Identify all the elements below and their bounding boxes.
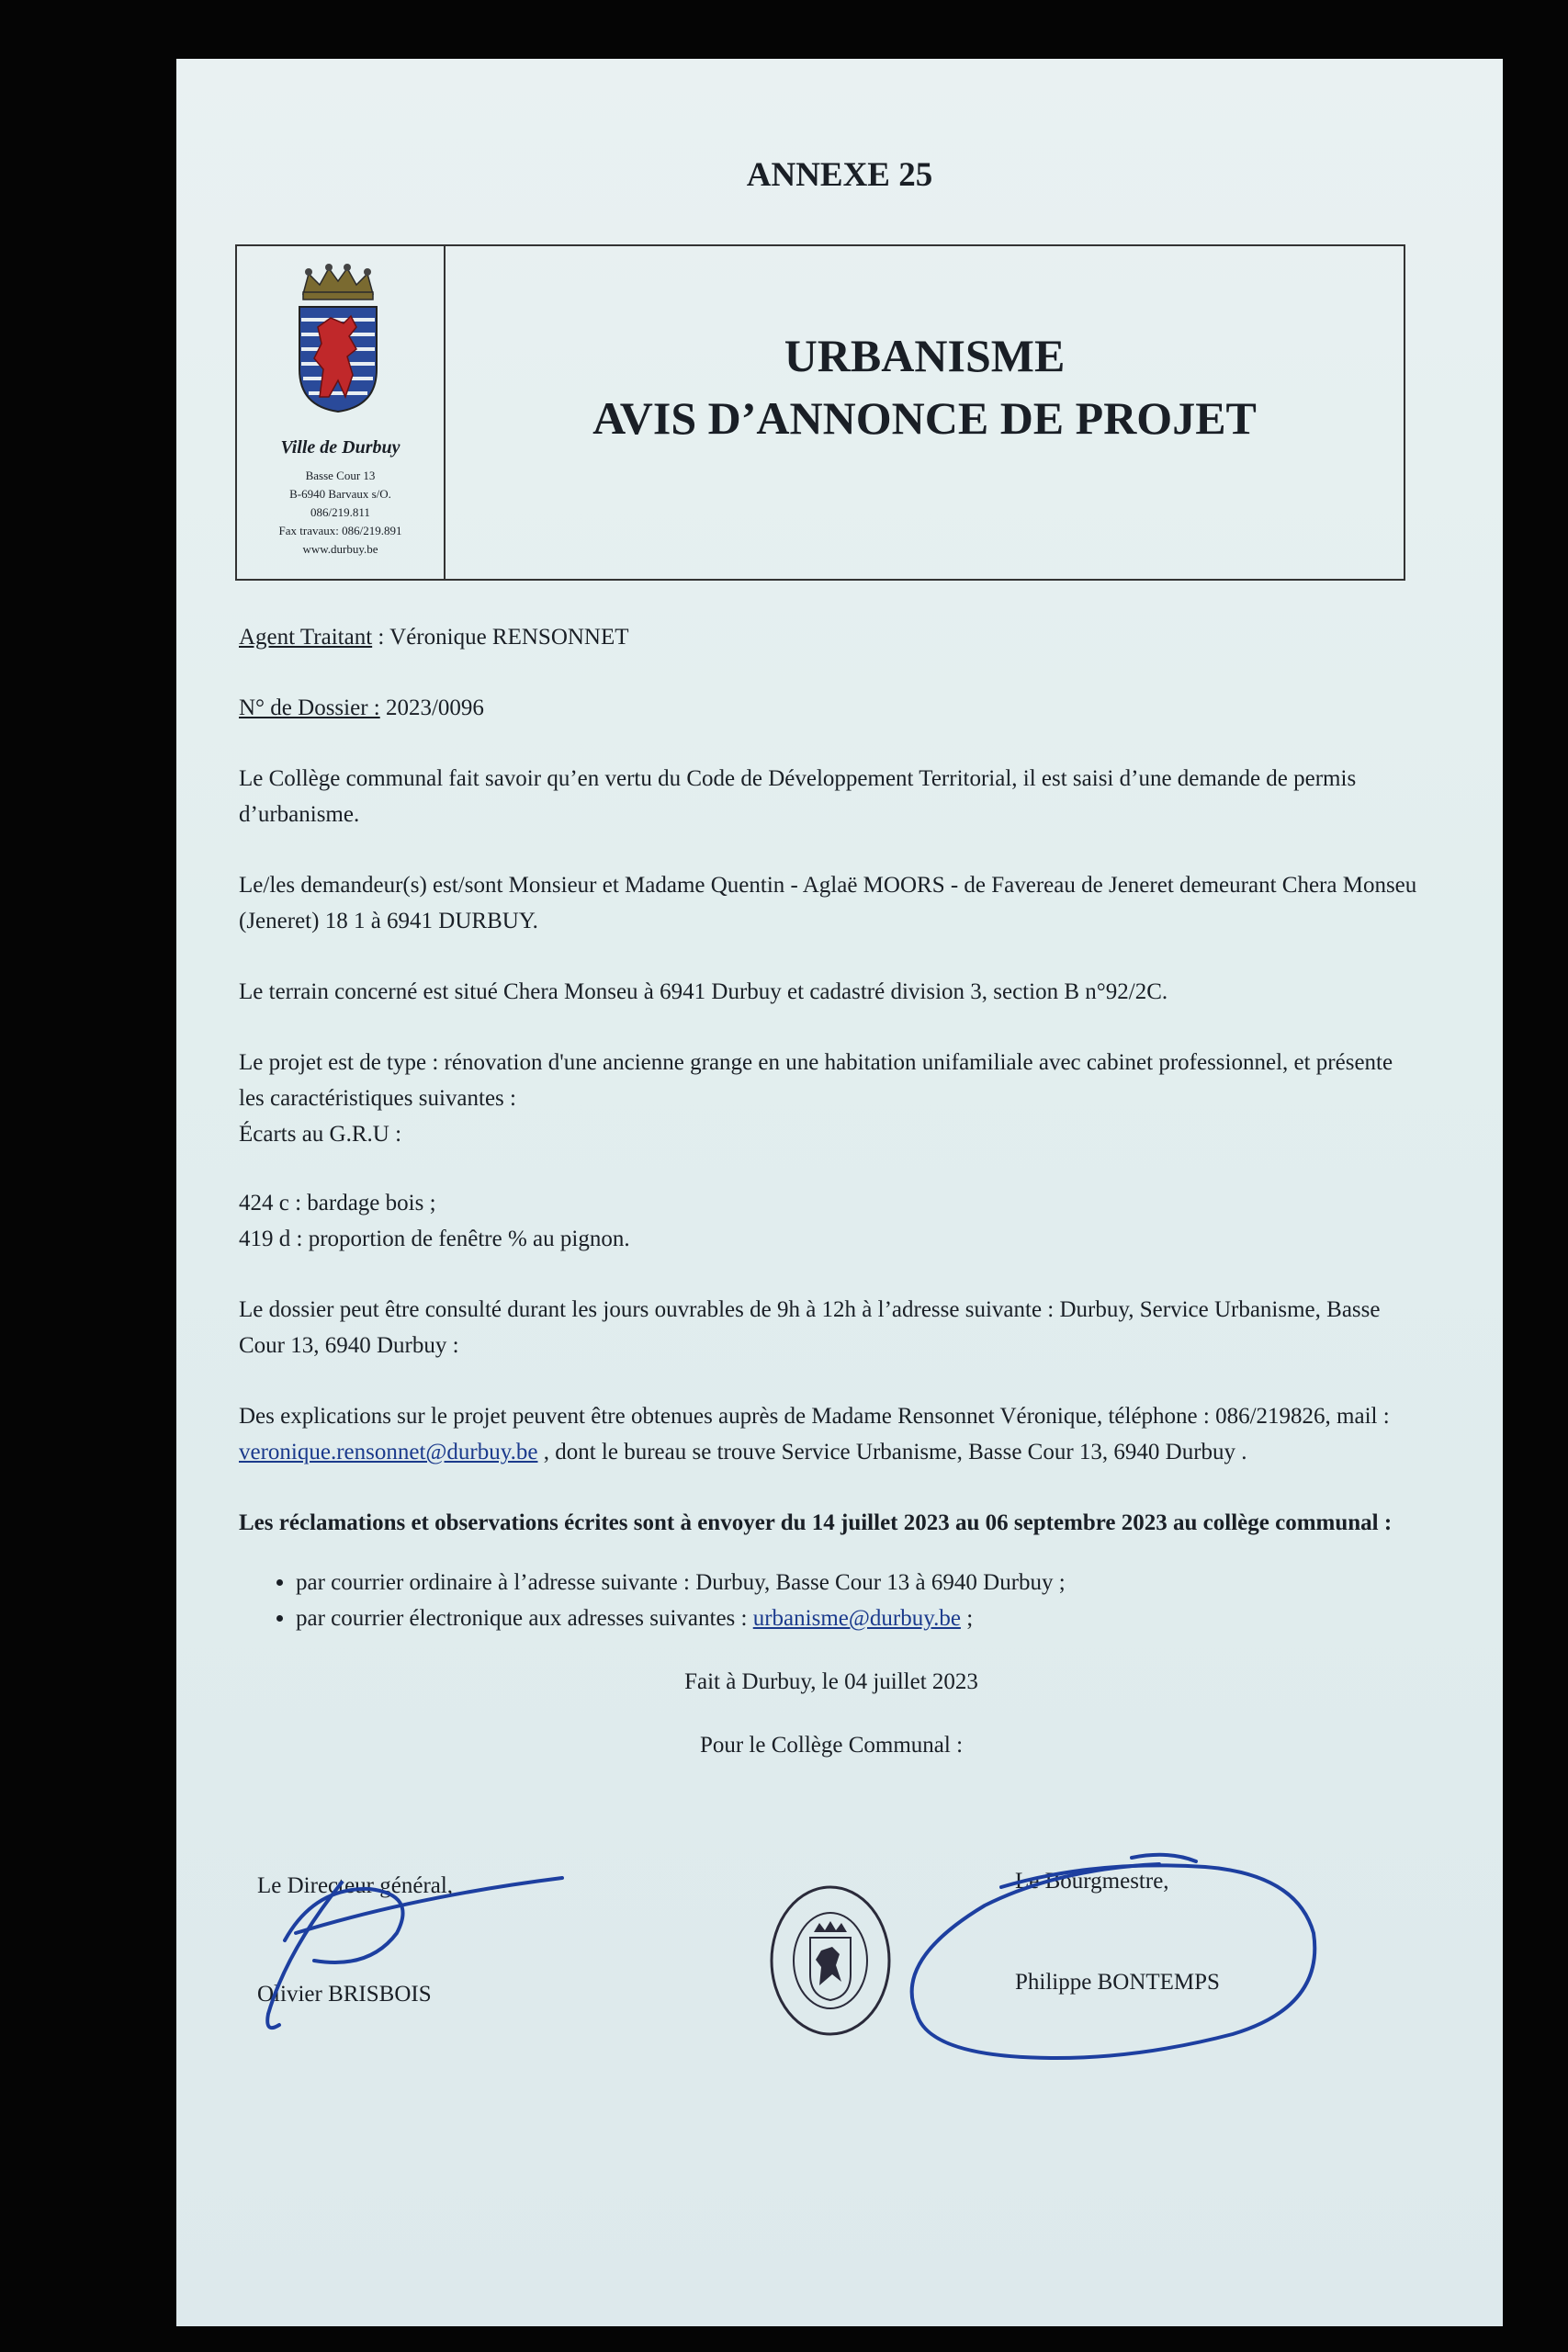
- pour-college-line: Pour le Collège Communal :: [699, 1733, 964, 1758]
- explications-text: Des explications sur le projet peuvent être obtenues auprès de Madame Rensonnet Véronique, téléphone : 086/219826, mail :: [239, 1404, 1390, 1429]
- projet-type: Le projet est de type : rénovation d'une ancienne grange en une habitation unifamiliale avec cabinet professionnel, et présente les caractéristiques suivantes :: [239, 1050, 1393, 1111]
- ecarts-label: Écarts au G.R.U :: [239, 1122, 402, 1147]
- paragraph-demandeurs: Le/les demandeur(s) est/sont Monsieur et Madame Quentin - Aglaë MOORS - de Favereau de Jeneret demeurant Chera Monseu (Jeneret) 18 1 à 6941 DURBUY.: [239, 873, 1417, 933]
- email-link-urbanisme[interactable]: urbanisme@durbuy.be: [752, 1606, 961, 1631]
- list-item: [296, 1600, 1424, 1636]
- signature-block-mayor: [1015, 1869, 1220, 1995]
- email-link-rensonnet[interactable]: veronique.rensonnet@durbuy.be: [239, 1440, 538, 1464]
- paragraph-ecarts: [239, 1185, 1424, 1257]
- document-page: [176, 59, 1503, 2326]
- bullet-text: par courrier électronique aux adresses suivantes :: [296, 1606, 753, 1631]
- address-line: Basse Cour 13: [305, 469, 376, 482]
- commune-seal-icon: [766, 1883, 895, 2039]
- submission-methods-list: [239, 1565, 1424, 1636]
- document-body: [239, 619, 1424, 1798]
- explications-text-end: , dont le bureau se trouve Service Urbanisme, Basse Cour 13, 6940 Durbuy .: [537, 1440, 1247, 1464]
- paragraph-reclamations: Les réclamations et observations écrites sont à envoyer du 14 juillet 2023 au 06 septembre 2023 au collège communal :: [239, 1510, 1393, 1535]
- document-title: [446, 324, 1404, 449]
- signature-block-director: [257, 1873, 454, 2007]
- dossier-value: 2023/0096: [379, 695, 484, 720]
- city-logo-block: [237, 246, 446, 579]
- agent-label: Agent Traitant: [239, 625, 373, 650]
- ecart-item: 424 c : bardage bois ;: [239, 1191, 436, 1216]
- list-item: • par courrier ordinaire à l’adresse suivante : Durbuy, Basse Cour 13 à 6940 Durbuy ;: [296, 1565, 1424, 1600]
- paragraph-explications: [239, 1398, 1424, 1470]
- mayor-name: Philippe BONTEMPS: [1015, 1970, 1220, 1995]
- paragraph-terrain: Le terrain concerné est situé Chera Monseu à 6941 Durbuy et cadastré division 3, section B n°92/2C.: [239, 979, 1168, 1004]
- address-line: B-6940 Barvaux s/O.: [289, 487, 391, 501]
- city-name: Ville de Durbuy: [280, 437, 400, 458]
- header-box: [235, 244, 1405, 581]
- dossier-line: [239, 690, 1424, 726]
- title-line: AVIS D’ANNONCE DE PROJET: [592, 392, 1257, 444]
- title-line: URBANISME: [784, 330, 1066, 381]
- director-name: Olivier BRISBOIS: [257, 1982, 432, 2007]
- dossier-label: N° de Dossier :: [239, 695, 380, 720]
- ecart-item: 419 d : proportion de fenêtre % au pignon.: [239, 1227, 630, 1251]
- director-title: Le Directeur général,: [257, 1873, 454, 1898]
- address-line: www.durbuy.be: [302, 542, 378, 556]
- fait-a-line: Fait à Durbuy, le 04 juillet 2023: [684, 1669, 978, 1694]
- annexe-label: ANNEXE 25: [746, 156, 933, 194]
- city-address: [237, 467, 444, 559]
- agent-line: [239, 619, 1424, 655]
- bullet-text-end: ;: [960, 1606, 974, 1631]
- address-line: Fax travaux: 086/219.891: [278, 524, 402, 537]
- paragraph-consultation: Le dossier peut être consulté durant les jours ouvrables de 9h à 12h à l’adresse suivante : Durbuy, Service Urbanisme, Basse Cour 13, 6940 Durbuy :: [239, 1297, 1381, 1358]
- paragraph-projet: [239, 1045, 1424, 1152]
- paragraph-college: Le Collège communal fait savoir qu’en vertu du Code de Développement Territorial, il est saisi d’une demande de permis d’urbanisme.: [239, 766, 1357, 827]
- mayor-title: Le Bourgmestre,: [1015, 1869, 1169, 1894]
- agent-value: : Véronique RENSONNET: [372, 625, 629, 650]
- durbuy-crest-icon: [292, 259, 384, 415]
- address-line: 086/219.811: [310, 505, 370, 519]
